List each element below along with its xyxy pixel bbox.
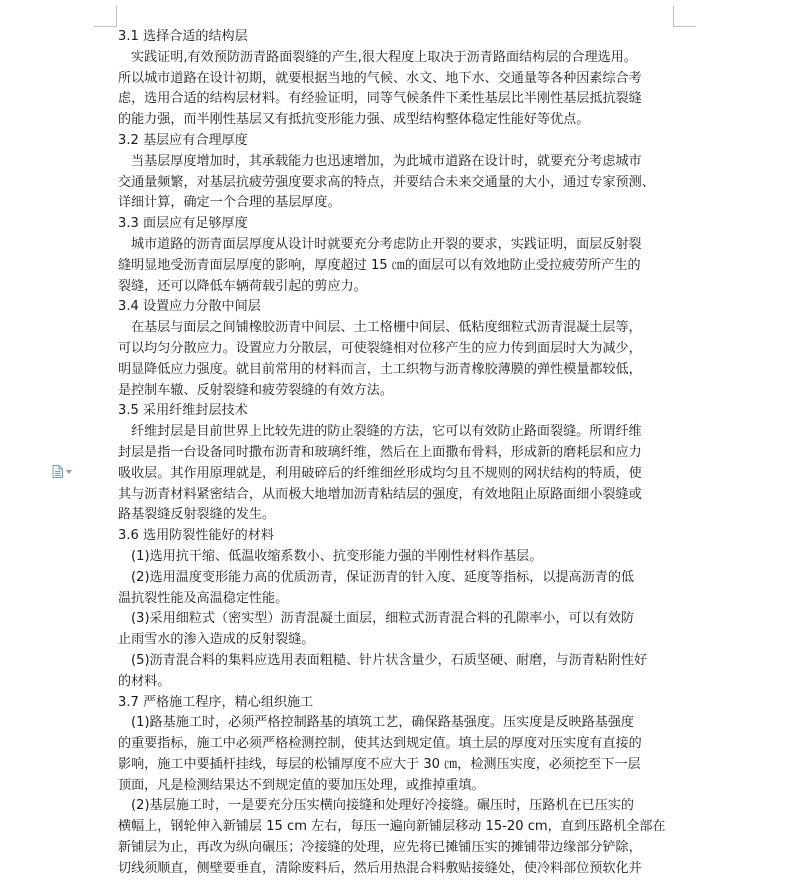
text-line: 的重要指标，施工中必须严格检测控制，使其达到规定值。填土层的厚度对压实度有直接的 bbox=[118, 736, 642, 752]
text-line: 封层是指一台设备同时撒布沥青和玻璃纤维，然后在上面撒布骨料，形成新的磨耗层和应力 bbox=[118, 444, 642, 460]
section-heading: 3.2 基层应有合理厚度 bbox=[118, 132, 248, 148]
section-heading: 3.7 严格施工程序，精心组织施工 bbox=[118, 694, 314, 710]
text-line: 切线须顺直，侧壁要垂直，清除废料后，然后用热混合料敷贴接缝处，使冷料部位预软化并 bbox=[118, 860, 642, 876]
text-line: 是控制车辙、反射裂缝和疲劳裂缝的有效方法。 bbox=[118, 382, 393, 398]
paragraph bbox=[118, 235, 674, 297]
crop-mark-top-right bbox=[673, 6, 696, 27]
text-line: 交通量频繁，对基层抗疲劳强度要求高的特点，并要结合未来交通量的大小，通过专家预测、 bbox=[118, 174, 655, 190]
text-line: 的材料。 bbox=[118, 673, 171, 689]
document-icon bbox=[52, 465, 63, 478]
text-line: 所以城市道路在设计初期，就要根据当地的气候、水文、地下水、交通量等各种因素综合考 bbox=[118, 70, 642, 86]
text-line: 顶面，凡是检测结果达不到规定值的要加压处理，或推掉重填。 bbox=[118, 777, 485, 793]
section-heading: 3.3 面层应有足够厚度 bbox=[118, 216, 248, 232]
text-line: 城市道路的沥青面层厚度从设计时就要充分考虑防止开裂的要求，实践证明，面层反射裂 bbox=[131, 236, 642, 252]
paragraph bbox=[118, 318, 674, 401]
text-line: 纤维封层是目前世界上比较先进的防止裂缝的方法，它可以有效防止路面裂缝。所谓纤维 bbox=[131, 424, 642, 440]
paragraph bbox=[118, 152, 674, 214]
text-line: (2)基层施工时，一是要充分压实横向接缝和处理好冷接缝。碾压时，压路机在已压实的 bbox=[131, 798, 635, 814]
paragraph bbox=[118, 547, 674, 568]
text-line: 当基层厚度增加时，其承载能力也迅速增加，为此城市道路在设计时，就要充分考虑城市 bbox=[131, 153, 642, 169]
text-line: (1)选用抗干缩、低温收缩系数小、抗变形能力强的半刚性材料作基层。 bbox=[131, 548, 543, 564]
paragraph bbox=[118, 422, 674, 526]
section-heading: 3.1 选择合适的结构层 bbox=[118, 29, 248, 44]
text-line: 其与沥青材料紧密结合，从而极大地增加沥青粘结层的强度，有效地阻止原路面细小裂缝或 bbox=[118, 486, 642, 502]
text-line: 在基层与面层之间铺橡胶沥青中间层、土工格栅中间层、低粘度细粒式沥青混凝土层等， bbox=[131, 320, 642, 336]
text-line: (5)沥青混合料的集料应选用表面粗糙、针片状含量少，石质坚硬、耐磨，与沥青粘附性好 bbox=[131, 652, 648, 668]
paragraph bbox=[118, 609, 674, 651]
text-line: 路基裂缝反射裂缝的发生。 bbox=[118, 507, 276, 523]
text-line: 虑，选用合适的结构层材料。有经验证明，同等气候条件下柔性基层比半刚性基层抵抗裂缝 bbox=[118, 91, 642, 107]
text-line: 可以均匀分散应力。设置应力分散层，可使裂缝相对位移产生的应力传到面层时大为减少， bbox=[118, 340, 642, 356]
text-line: 影响，施工中要插杆挂线，每层的松铺厚度不应大于 30 ㎝，检测压实度，必须挖至下一层 bbox=[118, 756, 641, 772]
paragraph bbox=[118, 651, 674, 693]
text-line: (2)选用温度变形能力高的优质沥青，保证沥青的针入度、延度等指标，以提高沥青的低 bbox=[131, 569, 635, 585]
text-line: 缝明显地受沥青面层厚度的影响，厚度超过 15 ㎝的面层可以有效地防止受拉疲劳所产生的 bbox=[118, 257, 641, 273]
paragraph bbox=[118, 713, 674, 796]
paragraph bbox=[118, 796, 674, 879]
paragraph bbox=[118, 48, 674, 131]
section-heading: 3.5 采用纤维封层技术 bbox=[118, 403, 248, 419]
text-line: 横幅上，钢轮伸入新铺层 15 cm 左右，每压一遍向新铺层移动 15-20 cm，直到压路机全部在 bbox=[118, 819, 666, 835]
text-line: 的能力强，而半刚性基层又有抵抗变形能力强、成型结构整体稳定性能好等优点。 bbox=[118, 112, 590, 128]
section-heading: 3.6 选用防裂性能好的材料 bbox=[118, 528, 274, 544]
text-line: 温抗裂性能及高温稳定性能。 bbox=[118, 590, 289, 606]
crop-mark-top-left bbox=[94, 6, 117, 27]
text-line: (1)路基施工时，必须严格控制路基的填筑工艺，确保路基强度。压实度是反映路基强度 bbox=[131, 715, 635, 731]
chevron-down-icon bbox=[66, 470, 72, 474]
paragraph bbox=[118, 568, 674, 610]
text-line: 止雨雪水的渗入造成的反射裂缝。 bbox=[118, 632, 315, 648]
section-heading: 3.4 设置应力分散中间层 bbox=[118, 299, 261, 315]
text-line: 详细计算，确定一个合理的基层厚度。 bbox=[118, 195, 341, 211]
paragraph-options-button[interactable] bbox=[52, 465, 72, 478]
text-line: 裂缝，还可以降低车辆荷载引起的剪应力。 bbox=[118, 278, 367, 294]
document-body bbox=[118, 27, 674, 880]
text-line: 明显降低应力强度。就目前常用的材料而言，土工织物与沥青橡胶薄膜的弹性模量都较低， bbox=[118, 361, 642, 377]
text-line: 新铺层为止，再改为纵向碾压；冷接缝的处理，应先将已摊铺压实的摊铺带边缘部分铲除， bbox=[118, 840, 642, 856]
text-line: 实践证明,有效预防沥青路面裂缝的产生,很大程度上取决于沥青路面结构层的合理选用。 bbox=[131, 49, 637, 65]
text-line: 吸收层。其作用原理就是，利用破碎后的纤维细丝形成均匀且不规则的网状结构的特质，使 bbox=[118, 465, 642, 481]
text-line: (3)采用细粒式（密实型）沥青混凝土面层，细粒式沥青混合料的孔隙率小，可以有效防 bbox=[131, 611, 635, 627]
